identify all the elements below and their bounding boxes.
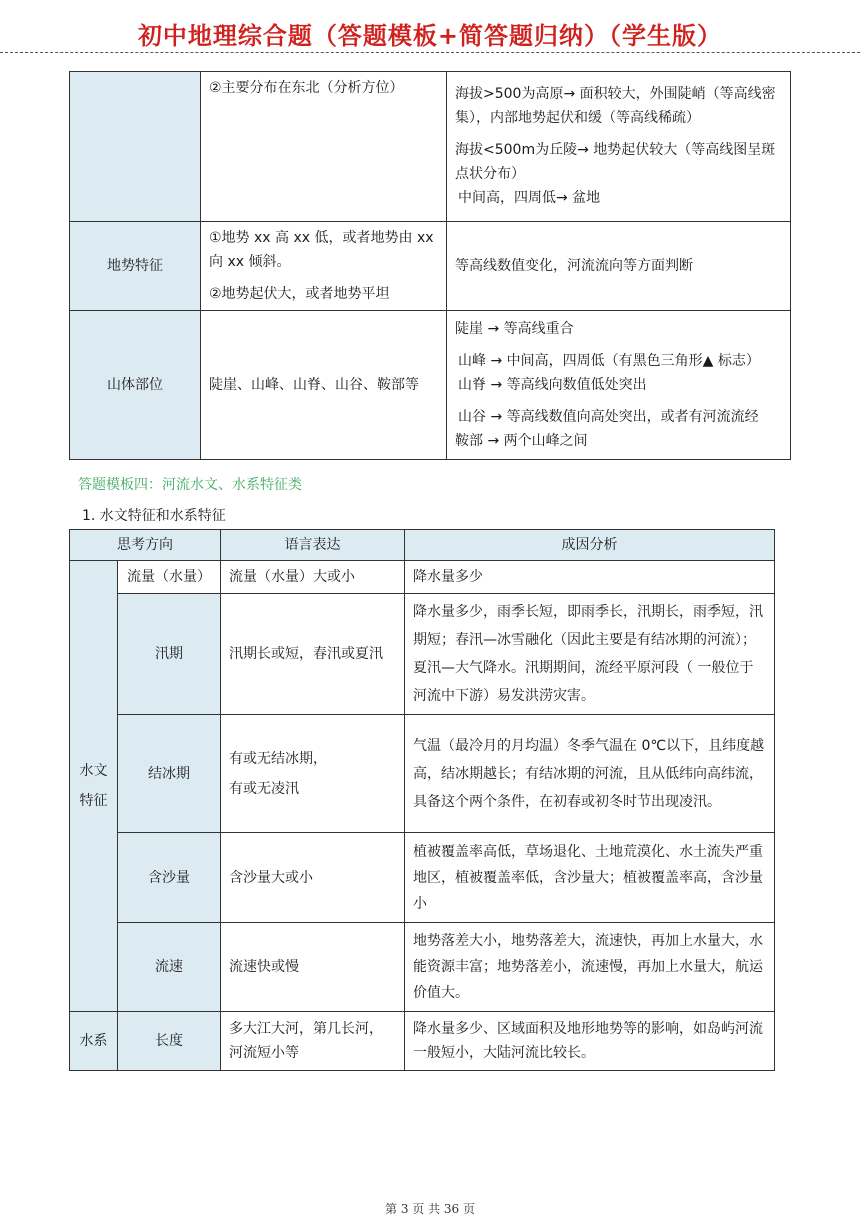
content-cell (201, 222, 447, 311)
table-row (70, 833, 775, 923)
title-divider (0, 52, 860, 53)
method-cell (447, 72, 791, 222)
analysis-cell: 植被覆盖率高低，草场退化、土地荒漠化、水土流失严重地区，植被覆盖率低，含沙量大；植被覆盖率高，含沙量小 (405, 833, 775, 923)
content-line: ①地势 xx 高 xx 低，或者地势由 xx 向 xx 倾斜。 (209, 230, 434, 270)
expression-cell: 含沙量大或小 (221, 833, 405, 923)
header-cell: 语言表达 (221, 530, 405, 561)
method-line: 陡崖 → 等高线重合 (455, 321, 574, 337)
method-line: 山谷 → 等高线数值向高处突出，或者有河流流经 (458, 409, 759, 425)
aspect-cell: 汛期 (118, 594, 221, 715)
sub-heading: 1. 水文特征和水系特征 (82, 508, 226, 524)
expression-cell: 有或无结冰期， 有或无凌汛 (221, 715, 405, 833)
content-line: 陡崖、山峰、山脊、山谷、鞍部等 (209, 377, 419, 393)
aspect-cell: 结冰期 (118, 715, 221, 833)
aspect-cell: 长度 (118, 1012, 221, 1071)
section-heading: 答题模板四：河流水文、水系特征类 (78, 477, 302, 493)
row-label: 山体部位 (70, 311, 201, 460)
expression-cell: 多大江大河，第几长河，河流短小等 (221, 1012, 405, 1071)
table-row (70, 923, 775, 1012)
table-row (70, 222, 791, 311)
table-row (70, 1012, 775, 1071)
document-title: 初中地理综合题（答题模板+简答题归纳）（学生版） (137, 22, 723, 50)
content-cell (201, 311, 447, 460)
method-cell (447, 222, 791, 311)
method-cell (447, 311, 791, 460)
row-label (70, 72, 201, 222)
content-line: ②主要分布在东北（分析方位） (209, 80, 404, 96)
method-line: 山峰 → 中间高，四周低（有黑色三角形▲ 标志） (458, 353, 760, 369)
analysis-cell: 降水量多少、区域面积及地形地势等的影响，如岛屿河流一般短小，大陆河流比较长。 (405, 1012, 775, 1071)
header-cell: 成因分析 (405, 530, 775, 561)
aspect-cell: 流量（水量） (118, 561, 221, 594)
expression-cell: 汛期长或短，春汛或夏汛 (221, 594, 405, 715)
content-line: ②地势起伏大，或者地势平坦 (209, 286, 390, 302)
row-label: 地势特征 (70, 222, 201, 311)
aspect-cell: 流速 (118, 923, 221, 1012)
hydrology-table (69, 529, 775, 1071)
table-row (70, 561, 775, 594)
page-number: 第 3 页 共 36 页 (385, 1202, 475, 1216)
method-line: 等高线数值变化，河流流向等方面判断 (455, 258, 693, 274)
analysis-cell: 气温（最冷月的月均温）冬季气温在 0℃以下，且纬度越高，结冰期越长；有结冰期的河流，且从低纬向高纬流，具备这个两个条件，在初春或初冬时节出现凌汛。 (405, 715, 775, 833)
method-line: 海拔>500为高原→ 面积较大，外围陡峭（等高线密集），内部地势起伏和缓（等高线稀疏） (455, 86, 776, 126)
analysis-cell: 降水量多少 (405, 561, 775, 594)
method-line: 鞍部 → 两个山峰之间 (455, 433, 588, 449)
header-row (70, 530, 775, 561)
terrain-table (69, 71, 791, 460)
aspect-cell: 含沙量 (118, 833, 221, 923)
expression-cell: 流量（水量）大或小 (221, 561, 405, 594)
header-cell: 思考方向 (70, 530, 221, 561)
analysis-cell: 地势落差大小，地势落差大，流速快，再加上水量大，水能资源丰富；地势落差小，流速慢，再加上水量大，航运价值大。 (405, 923, 775, 1012)
method-line: 中间高，四周低→ 盆地 (458, 190, 601, 206)
table-row (70, 72, 791, 222)
method-line: 海拔<500m为丘陵→ 地势起伏较大（等高线图呈斑点状分布） (455, 142, 776, 182)
method-line: 山脊 → 等高线向数值低处突出 (458, 377, 647, 393)
group-cell-water-system: 水系 (70, 1012, 118, 1071)
table-row (70, 311, 791, 460)
expression-cell: 流速快或慢 (221, 923, 405, 1012)
table-row (70, 715, 775, 833)
content-cell (201, 72, 447, 222)
analysis-cell: 降水量多少，雨季长短，即雨季长，汛期长，雨季短，汛期短；春汛—冰雪融化（因此主要是有结冰期的河流）；夏汛—大气降水。汛期期间，流经平原河段（ 一般位于河流中下游）易发洪涝灾害。 (405, 594, 775, 715)
table-row (70, 594, 775, 715)
group-cell-hydrology: 水文 特征 (70, 561, 118, 1012)
